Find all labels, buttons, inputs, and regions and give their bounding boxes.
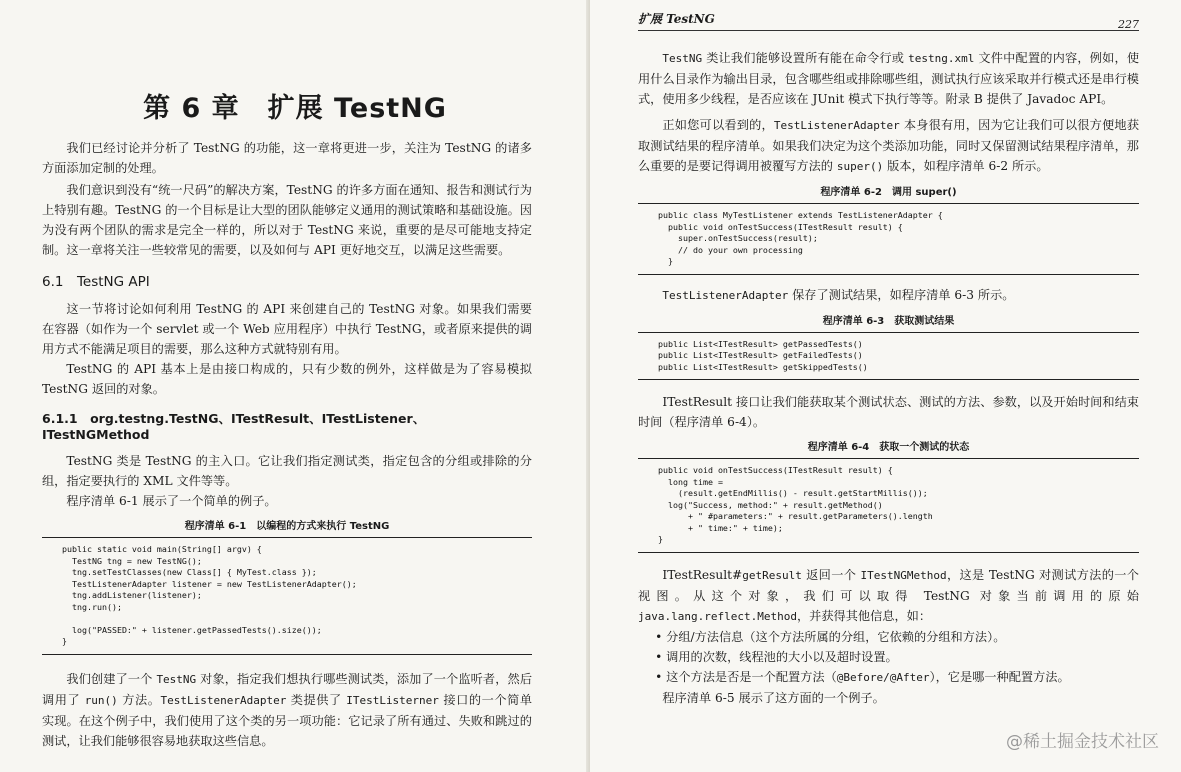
listing-6-4-code: public void onTestSuccess(ITestResult result) { long time = (result.getEndMillis() - result.getStartMillis()); log("Success, method:" + result.getMethod() + " #parameters:" + result.getParameters().length + " time:" + time); }	[638, 458, 1139, 553]
listing-6-2-title: 程序清单 6-2 调用 super()	[820, 187, 957, 198]
right-paragraph-5: ITestResult#getResult 返回一个 ITestNGMethod，这是 TestNG 对测试方法的一个视图。从这个对象，我们可以取得 TestNG 对象当前调用的原始 java.lang.reflect.Method，并获得其他信息，如：	[638, 567, 1139, 623]
bullet-item-3: • 这个方法是否是一个配置方法（@Before/@After），它是哪一种配置方法。	[655, 669, 1070, 684]
intro-paragraph-1: 我们已经讨论并分析了 TestNG 的功能，这一章将更进一步，关注为 TestNG 的诸多方面添加定制的处理。	[42, 141, 532, 175]
header-chapter-name: 扩展 TestNG	[638, 12, 715, 26]
section-6-1-heading: 6.1 TestNG API	[42, 274, 150, 290]
bullet-item-1: • 分组/方法信息（这个方法所属的分组，它依赖的分组和方法）。	[655, 629, 1006, 644]
chapter-title: 第 6 章 扩展 TestNG	[143, 93, 447, 124]
page-number: 227	[1118, 18, 1139, 31]
right-page	[590, 0, 1181, 772]
after-listing-paragraph: 我们创建了一个 TestNG 对象，指定我们想执行哪些测试类，添加了一个监听者，然后调用了 run() 方法。TestListenerAdapter 类提供了 ITestListerner 接口的一个简单实现。在这个例子中，我们使用了这个类的另一项功能：它记录了所有通过、失败和跳过的测试，让我们能够很容易地获取这些信息。	[42, 671, 533, 748]
listing-6-3-title: 程序清单 6-3 获取测试结果	[822, 315, 955, 327]
intro-paragraph-2: 我们意识到没有“统一尺码”的解决方案，TestNG 的许多方面在通知、报告和测试行为上特别有趣。TestNG 的一个目标是让大型的团队能够定义通用的测试策略和基础设施。因为没有两个团队的需求是完全一样的，所以对于 TestNG 来说，重要的是尽可能地支持定制。这一章将关注一些较常见的需要，以及如何与 API 更好地交互，以满足这些需要。	[42, 183, 532, 257]
right-paragraph-1: TestNG 类让我们能够设置所有能在命令行或 testng.xml 文件中配置的内容，例如，使用什么目录作为输出目录，包含哪些组或排除哪些组，测试执行应该采取并行模式还是串行模式，使用多少线程，是否应该在 JUnit 模式下执行等等。附录 B 提供了 Javadoc API。	[638, 51, 1140, 106]
left-page	[0, 0, 590, 772]
bullet-item-2: • 调用的次数，线程池的大小以及超时设置。	[655, 649, 898, 664]
listing-6-1-title: 程序清单 6-1 以编程的方式来执行 TestNG	[184, 521, 390, 532]
right-paragraph-2: 正如您可以看到的，TestListenerAdapter 本身很有用，因为它让我们可以很方便地获取测试结果的程序清单。如果我们决定为这个类添加功能，同时又保留测试结果程序清单，那么重要的是要记得调用被覆写方法的 super() 版本，如程序清单 6-2 所示。	[638, 118, 1140, 173]
listing-6-1-code: public static void main(String[] argv) { TestNG tng = new TestNG(); tng.setTestClasses(new Class[] { MyTest.class }); TestListenerAdapter listener = new TestListenerAdapter(); tng.addListener(listener); tng.run(); log("PASSED:" + listener.getPassedTests().size()); }	[42, 537, 532, 655]
right-paragraph-3: TestListenerAdapter 保存了测试结果，如程序清单 6-3 所示。	[662, 287, 1015, 302]
section-6-1-paragraph-2: TestNG 的 API 基本上是由接口构成的，只有少数的例外，这样做是为了容易模拟 TestNG 返回的对象。	[42, 362, 532, 396]
right-paragraph-4: ITestResult 接口让我们能获取某个测试状态、测试的方法、参数，以及开始时间和结束时间（程序清单 6-4）。	[638, 395, 1139, 429]
running-header	[638, 8, 1139, 31]
section-6-1-1-paragraph-2: 程序清单 6-1 展示了一个简单的例子。	[66, 494, 277, 508]
right-paragraph-6: 程序清单 6-5 展示了这方面的一个例子。	[662, 690, 885, 705]
section-6-1-1-heading: 6.1.1 org.testng.TestNG、ITestResult、ITestListener、ITestNGMethod	[42, 411, 426, 442]
watermark: @稀土掘金技术社区	[1006, 732, 1159, 752]
right-body	[638, 48, 1139, 708]
listing-6-4-title: 程序清单 6-4 获取一个测试的状态	[807, 442, 970, 453]
listing-6-3-code: public List<ITestResult> getPassedTests() public List<ITestResult> getFailedTests() public List<ITestResult> getSkippedTests()	[638, 332, 1139, 381]
left-body	[42, 138, 532, 751]
listing-6-2-code: public class MyTestListener extends TestListenerAdapter { public void onTestSuccess(ITestResult result) { super.onTestSuccess(result); // do your own processing }	[638, 203, 1139, 275]
section-6-1-paragraph-1: 这一节将讨论如何利用 TestNG 的 API 来创建自己的 TestNG 对象。如果我们需要在容器（如作为一个 servlet 或一个 Web 应用程序）中执行 TestNG，或者原来提供的调用方式不能满足项目的需要，那么这种方式就特别有用。	[42, 302, 532, 356]
section-6-1-1-paragraph-1: TestNG 类是 TestNG 的主入口。它让我们指定测试类，指定包含的分组或排除的分组，指定要执行的 XML 文件等等。	[42, 454, 532, 488]
